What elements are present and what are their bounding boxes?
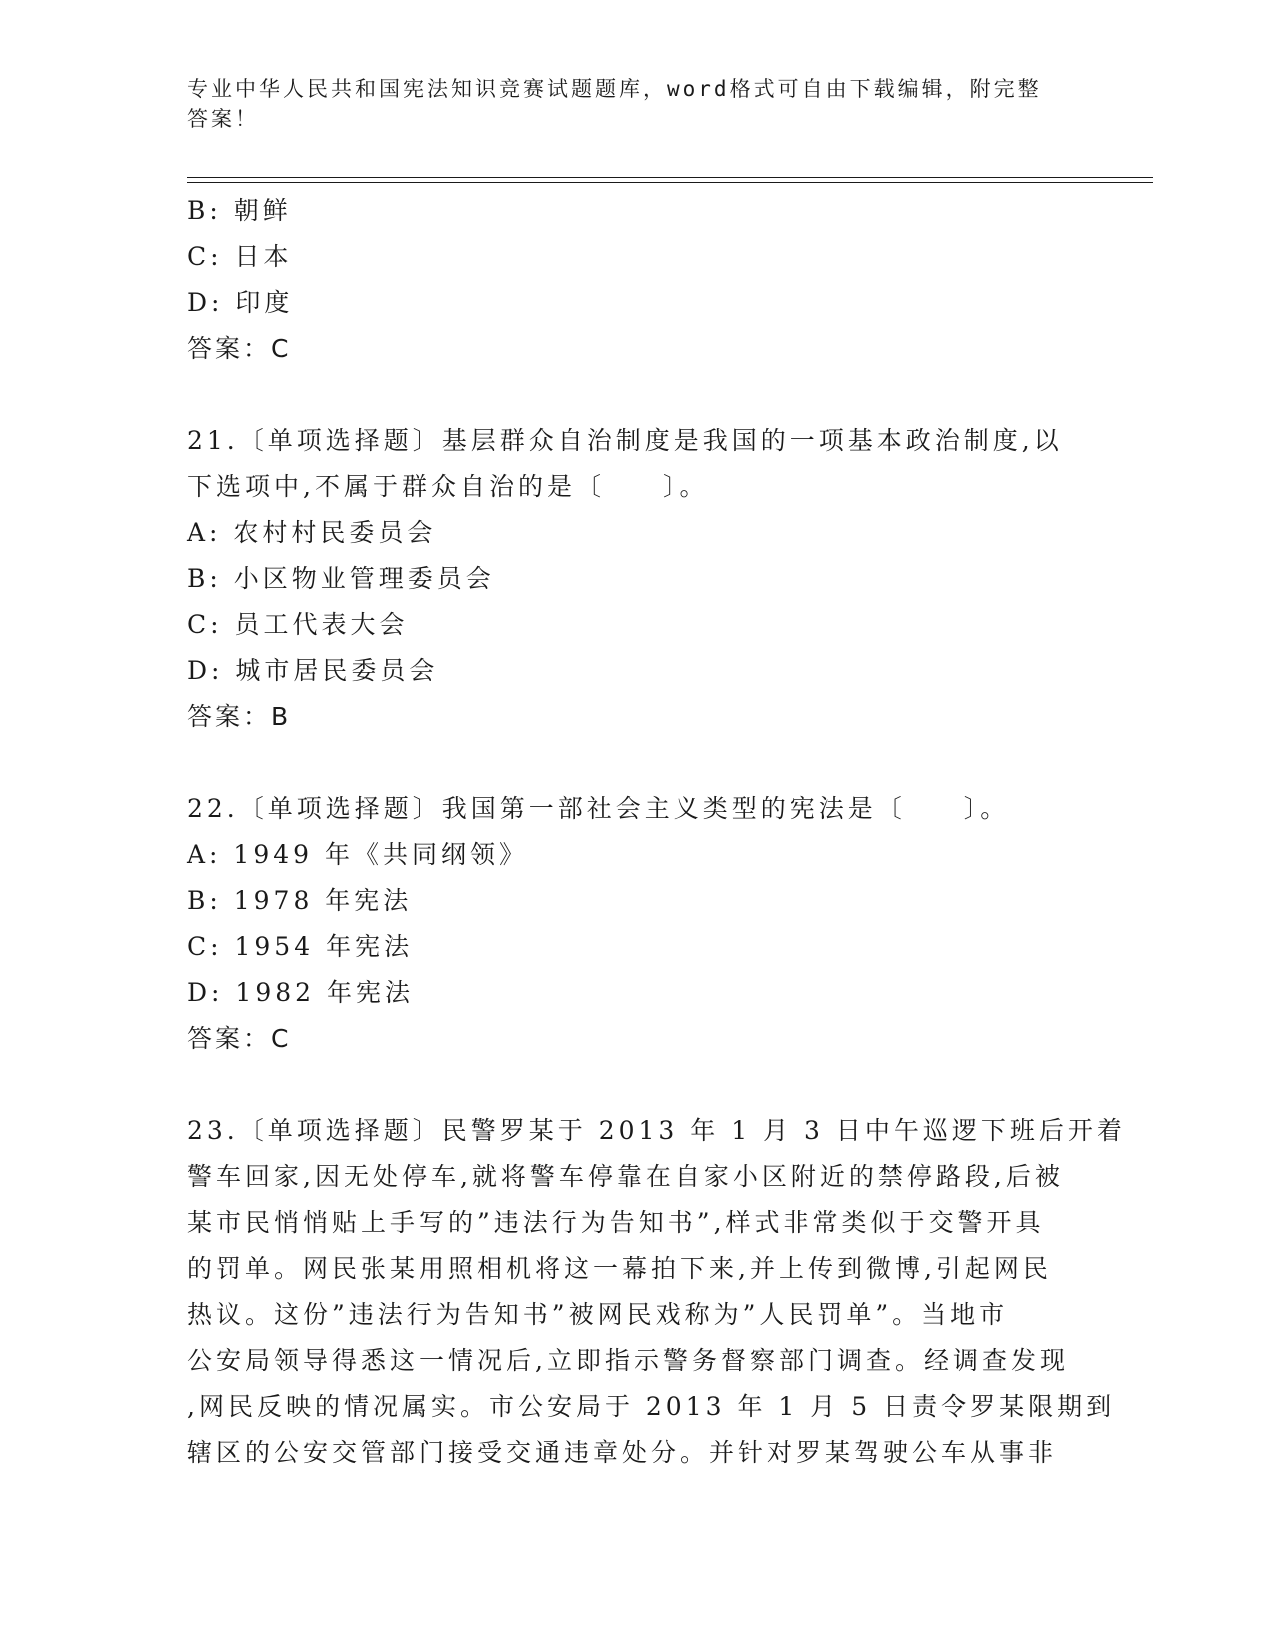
question-stem-line-5: 热议。这份”违法行为告知书”被网民戏称为”人民罚单”。当地市 [187,1300,1009,1329]
answer: 答案：C [187,334,292,363]
header-rule-bottom [187,182,1153,183]
question-20-tail [187,188,1087,372]
question-content [187,188,1126,1476]
page-header [187,74,1067,134]
question-stem-line-4: 的罚单。网民张某用照相机将这一幕拍下来,并上传到微博,引起网民 [187,1254,1052,1283]
question-stem-line-2: 下选项中,不属于群众自治的是〔 〕。 [187,472,709,501]
answer: 答案：C [187,1024,292,1053]
question-stem: 22.〔单项选择题〕我国第一部社会主义类型的宪法是〔 〕。 [187,794,1010,823]
question-stem-line-8: 辖区的公安交管部门接受交通违章处分。并针对罗某驾驶公车从事非 [187,1438,1058,1467]
option-d: D: 1982 年宪法 [187,978,414,1007]
answer: 答案：B [187,702,292,731]
question-stem-line-1: 23.〔单项选择题〕民警罗某于 2013 年 1 月 3 日中午巡逻下班后开着 [187,1116,1126,1145]
spacer [187,1062,1087,1108]
question-stem-line-1: 21.〔单项选择题〕基层群众自治制度是我国的一项基本政治制度,以 [187,426,1063,455]
question-22 [187,786,1087,1062]
question-stem-line-7: ,网民反映的情况属实。市公安局于 2013 年 1 月 5 日责令罗某限期到 [187,1392,1116,1421]
question-stem-line-2: 警车回家,因无处停车,就将警车停靠在自家小区附近的禁停路段,后被 [187,1162,1064,1191]
spacer [187,372,1087,418]
option-d: D: 印度 [187,288,294,317]
question-stem-line-3: 某市民悄悄贴上手写的”违法行为告知书”,样式非常类似于交警开具 [187,1208,1045,1237]
option-a: A: 1949 年《共同纲领》 [187,840,528,869]
option-c: C: 日本 [187,242,293,271]
spacer [187,740,1087,786]
option-c: C: 1954 年宪法 [187,932,414,961]
option-a: A: 农村村民委员会 [187,518,437,547]
option-b: B: 1978 年宪法 [187,886,413,915]
option-c: C: 员工代表大会 [187,610,409,639]
question-21 [187,418,1087,740]
question-stem-line-6: 公安局领导得悉这一情况后,立即指示警务督察部门调查。经调查发现 [187,1346,1069,1375]
header-line-2: 答案！ [187,107,259,131]
option-d: D: 城市居民委员会 [187,656,439,685]
question-23 [187,1108,1126,1476]
option-b: B: 小区物业管理委员会 [187,564,495,593]
option-b: B: 朝鲜 [187,196,292,225]
header-rule-top [187,177,1153,178]
header-line-1: 专业中华人民共和国宪法知识竞赛试题题库，word格式可自由下载编辑，附完整 [187,77,1042,101]
